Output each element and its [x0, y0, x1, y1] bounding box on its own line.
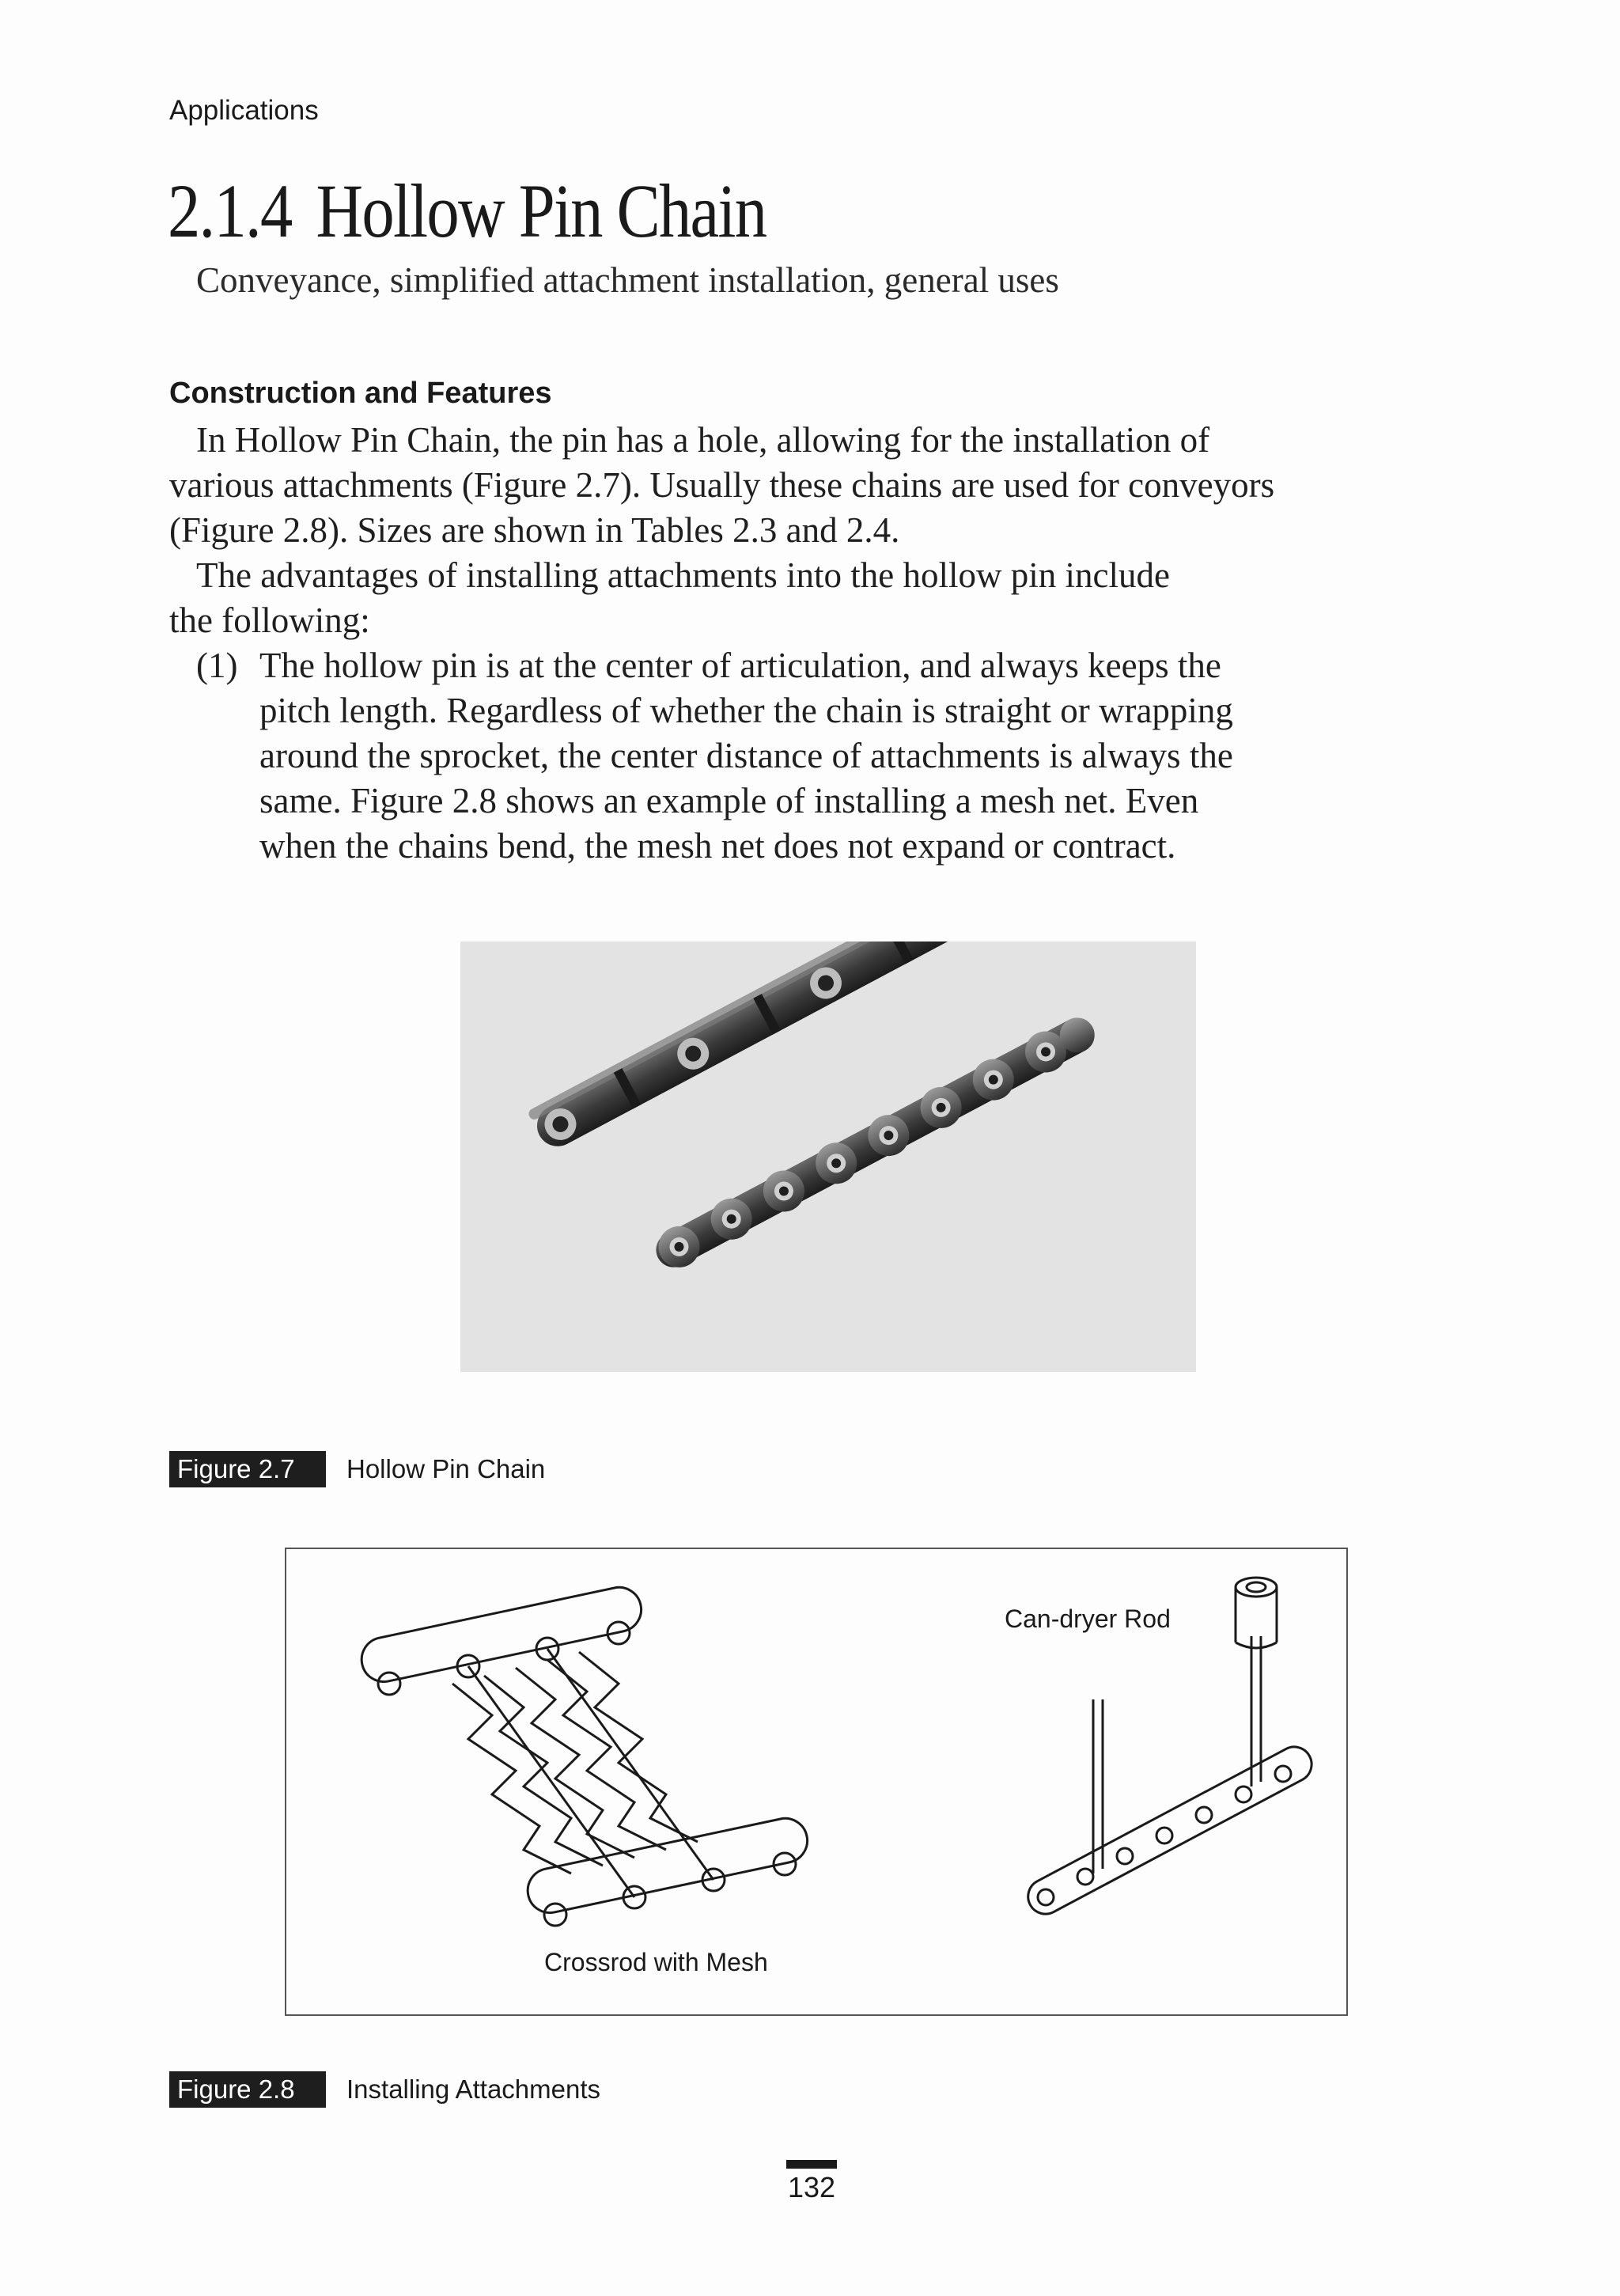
attachments-line-drawing [286, 1549, 1349, 2018]
body-text [169, 418, 1451, 869]
running-head: Applications [169, 95, 319, 126]
figure-2-8-label: Figure 2.8 [169, 2071, 326, 2108]
section-title-text: Hollow Pin Chain [316, 169, 766, 253]
paragraph-line: The advantages of installing attachments into the hollow pin include [196, 555, 1170, 595]
crossrod-mesh-drawing [358, 1583, 812, 1926]
section-number: 2.1.4 [168, 169, 292, 253]
list-item-line: same. Figure 2.8 shows an example of installing a mesh net. Even [259, 781, 1199, 820]
list-item-line: around the sprocket, the center distance of attachments is always the [259, 736, 1233, 775]
page-number-bar [786, 2160, 837, 2169]
paragraph-line: the following: [169, 601, 370, 640]
can-dryer-rod-label: Can-dryer Rod [1005, 1605, 1171, 1633]
list-item-line [169, 643, 1451, 688]
chain-photo-illustration [460, 942, 1196, 1372]
section-subtitle: Conveyance, simplified attachment installation, general uses [196, 260, 1059, 300]
list-item-line: pitch length. Regardless of whether the chain is straight or wrapping [259, 691, 1233, 730]
page-number: 132 [787, 2171, 836, 2203]
figure-2-7-label: Figure 2.7 [169, 1451, 326, 1487]
paragraph-line: various attachments (Figure 2.7). Usually these chains are used for conveyors [169, 465, 1275, 505]
paragraph-line: In Hollow Pin Chain, the pin has a hole, allowing for the installation of [196, 420, 1210, 460]
crossrod-mesh-label: Crossrod with Mesh [544, 1948, 768, 1976]
paragraph-line: (Figure 2.8). Sizes are shown in Tables 2.3 and 2.4. [169, 510, 900, 550]
list-marker: (1) [196, 646, 238, 685]
installing-attachments-diagram [285, 1548, 1348, 2016]
hollow-pin-chain-photo [460, 942, 1196, 1372]
list-item-line: when the chains bend, the mesh net does not expand or contract. [259, 826, 1176, 866]
list-item-text: The hollow pin is at the center of articulation, and always keeps the [259, 646, 1221, 685]
figure-2-7-caption: Hollow Pin Chain [346, 1454, 546, 1483]
figure-2-8-caption: Installing Attachments [346, 2074, 601, 2104]
section-title [168, 168, 766, 255]
construction-heading: Construction and Features [169, 377, 552, 410]
